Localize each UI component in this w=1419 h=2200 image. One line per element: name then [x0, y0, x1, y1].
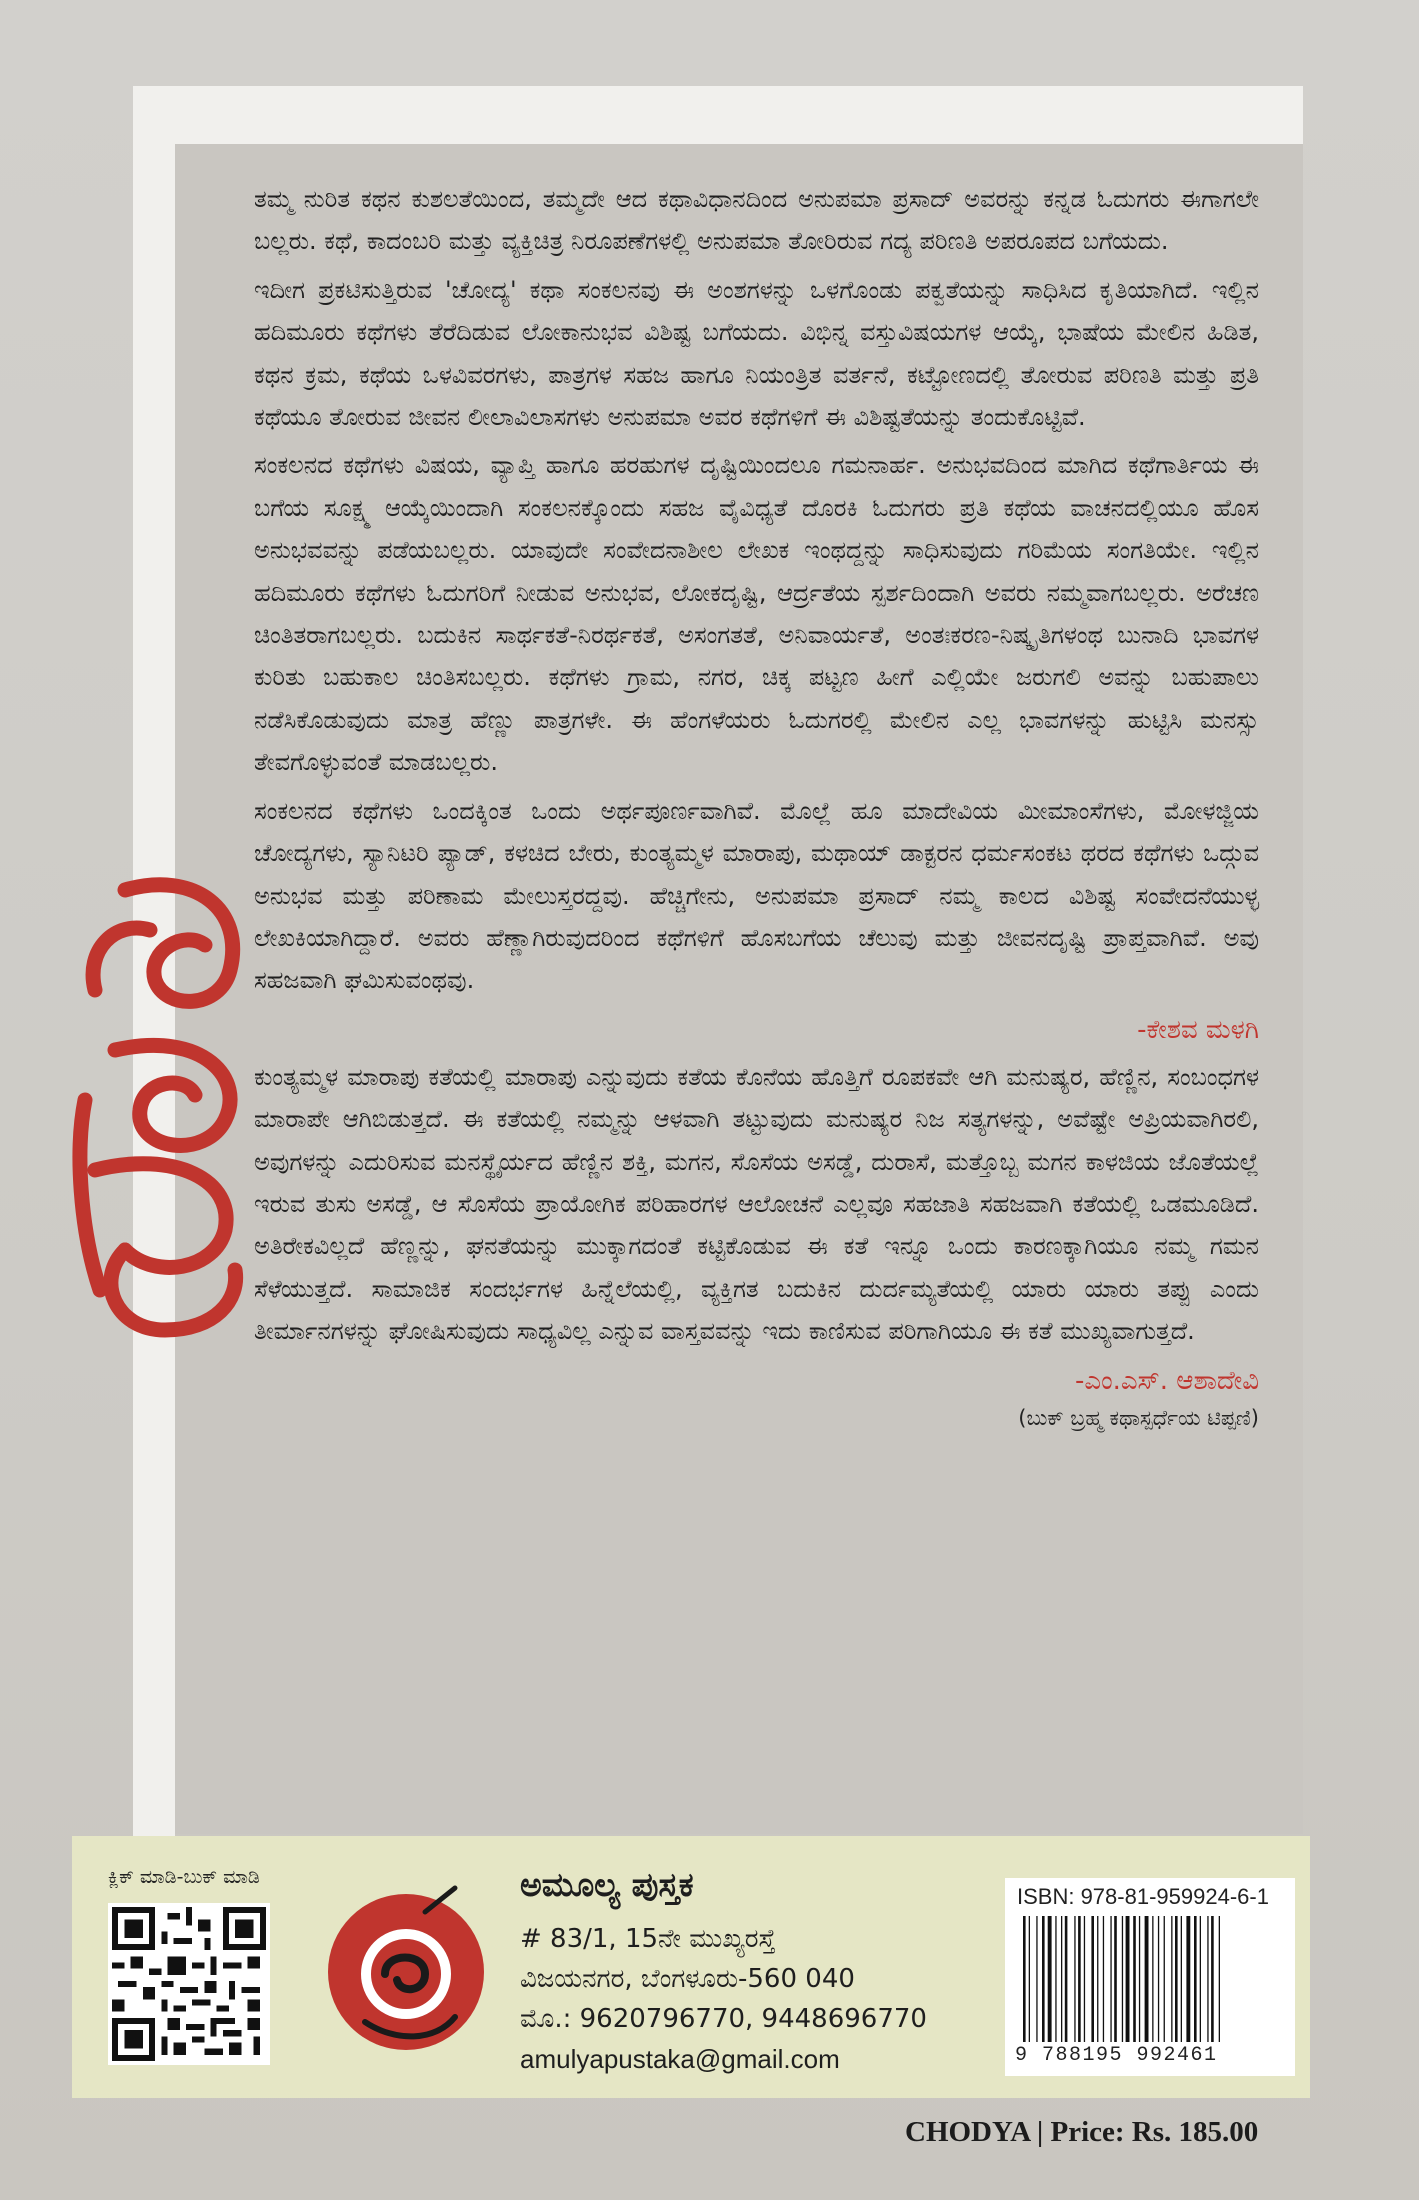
publisher-address-line-1: # 83/1, 15ನೇ ಮುಖ್ಯರಸ್ತೆ	[520, 1924, 776, 1954]
barcode	[1021, 1916, 1279, 2042]
publisher-phone: ಮೊ.: 9620796770, 9448696770	[520, 2004, 927, 2034]
publisher-logo	[325, 1882, 487, 2057]
publisher-info	[520, 1865, 980, 2079]
author-credit-2: -ಎಂ.ಎಸ್. ಆಶಾದೇವಿ	[1075, 1365, 1259, 1396]
author-credit-2-note: (ಬುಕ್ ಬ್ರಹ್ಮ ಕಥಾಸ್ಪರ್ಧೆಯ ಟಿಪ್ಪಣಿ)	[1018, 1405, 1259, 1430]
barcode-digits: 9 788195 992461	[1015, 2044, 1218, 2067]
title-price-line: CHODYA | Price: Rs. 185.00	[905, 2116, 1259, 2148]
book-title-text: ಚೋದ್ಯ	[55, 850, 58, 851]
review-paragraph: ಕುಂತ್ಯಮ್ಮಳ ಮಾರಾಪು ಕತೆಯಲ್ಲಿ ಮಾರಾಪು ಎನ್ನುವುದು ಕತೆಯ ಕೊನೆಯ ಹೊತ್ತಿಗೆ ರೂಪಕವೇ ಆಗಿ ಮನುಷ್ಯರ, ಹೆಣ್ಣಿನ, ಸಂಬಂಧಗಳ ಮಾರಾಪೇ ಆಗಿಬಿಡುತ್ತದೆ. ಈ ಕತೆಯಲ್ಲಿ ನಮ್ಮನ್ನು ಆಳವಾಗಿ ತಟ್ಟುವುದು ಮನುಷ್ಯರ ನಿಜ ಸತ್ಯಗಳನ್ನು, ಅವೆಷ್ಟೇ ಅಪ್ರಿಯವಾಗಿರಲಿ, ಅವುಗಳನ್ನು ಎದುರಿಸುವ ಮನಸ್ಥೈರ್ಯದ ಹೆಣ್ಣಿನ ಶಕ್ತಿ, ಮಗನ, ಸೊಸೆಯ ಅಸಡ್ಡೆ, ದುರಾಸೆ, ಮತ್ತೊಬ್ಬ ಮಗನ ಕಾಳಜಿಯ ಜೊತೆಯಲ್ಲೆ ಇರುವ ತುಸು ಅಸಡ್ಡೆ, ಆ ಸೊಸೆಯ ಪ್ರಾಯೋಗಿಕ ಪರಿಹಾರಗಳ ಆಲೋಚನೆ ಎಲ್ಲವೂ ಸಹಜಾತಿ ಸಹಜವಾಗಿ ಕತೆಯಲ್ಲಿ ಒಡಮೂಡಿದೆ. ಅತಿರೇಕವಿಲ್ಲದೆ ಹೆಣ್ಣನ್ನು, ಘನತೆಯನ್ನು ಮುಕ್ಕಾಗದಂತೆ ಕಟ್ಟಿಕೊಡುವ ಈ ಕತೆ ಇನ್ನೂ ಒಂದು ಕಾರಣಕ್ಕಾಗಿಯೂ ನಮ್ಮ ಗಮನ ಸೆಳೆಯುತ್ತದೆ. ಸಾಮಾಜಿಕ ಸಂದರ್ಭಗಳ ಹಿನ್ನೆಲೆಯಲ್ಲಿ, ವ್ಯಕ್ತಿಗತ ಬದುಕಿನ ದುರ್ದಮ್ಯತೆಯಲ್ಲಿ ಯಾರು ಯಾರು ತಪ್ಪು ಎಂದು ತೀರ್ಮಾನಗಳನ್ನು ಘೋಷಿಸುವುದು ಸಾಧ್ಯವಿಲ್ಲ ಎನ್ನುವ ವಾಸ್ತವವನ್ನು ಇದು ಕಾಣಿಸುವ ಪರಿಗಾಗಿಯೂ ಈ ಕತೆ ಮುಖ್ಯವಾಗುತ್ತದೆ.	[254, 1062, 1259, 1346]
book-title-calligraphy	[55, 850, 265, 1360]
author-credit-1: -ಕೇಶವ ಮಳಗಿ	[1137, 1014, 1259, 1045]
blurb-paragraph-4: ಸಂಕಲನದ ಕಥೆಗಳು ಒಂದಕ್ಕಿಂತ ಒಂದು ಅರ್ಥಪೂರ್ಣವಾಗಿವೆ. ಮೊಲ್ಲೆ ಹೂ ಮಾದೇವಿಯ ಮೀಮಾಂಸೆಗಳು, ಮೋಳಜ್ಜಿಯ ಚೋದ್ಯಗಳು, ಸ್ಯಾನಿಟರಿ ಪ್ಯಾಡ್, ಕಳಚಿದ ಬೇರು, ಕುಂತ್ಯಮ್ಮಳ ಮಾರಾಪು, ಮಥಾಯ್ ಡಾಕ್ಟರನ ಧರ್ಮಸಂಕಟ ಥರದ ಕಥೆಗಳು ಒದ್ಗುವ ಅನುಭವ ಮತ್ತು ಪರಿಣಾಮ ಮೇಲುಸ್ತರದ್ದವು. ಹೆಚ್ಚಿಗೇನು, ಅನುಪಮಾ ಪ್ರಸಾದ್ ನಮ್ಮ ಕಾಲದ ವಿಶಿಷ್ಟ ಸಂವೇದನೆಯುಳ್ಳ ಲೇಖಕಿಯಾಗಿದ್ದಾರೆ. ಅವರು ಹೆಣ್ಣಾಗಿರುವುದರಿಂದ ಕಥೆಗಳಿಗೆ ಹೊಸಬಗೆಯ ಚೆಲುವು ಮತ್ತು ಜೀವನದೃಷ್ಟಿ ಪ್ರಾಪ್ತವಾಗಿವೆ. ಅವು ಸಹಜವಾಗಿ ಘಮಿಸುವಂಥವು.	[254, 796, 1259, 995]
blurb-text	[254, 178, 1259, 1433]
publisher-address-line-2: ವಿಜಯನಗರ, ಬೆಂಗಳೂರು-560 040	[520, 1964, 855, 1994]
blurb-paragraph-3: ಸಂಕಲನದ ಕಥೆಗಳು ವಿಷಯ, ವ್ಯಾಪ್ತಿ ಹಾಗೂ ಹರಹುಗಳ ದೃಷ್ಟಿಯಿಂದಲೂ ಗಮನಾರ್ಹ. ಅನುಭವದಿಂದ ಮಾಗಿದ ಕಥೆಗಾರ್ತಿಯ ಈ ಬಗೆಯ ಸೂಕ್ಷ್ಮ ಆಯ್ಕೆಯಿಂದಾಗಿ ಸಂಕಲನಕ್ಕೊಂದು ಸಹಜ ವೈವಿಧ್ಯತೆ ದೊರಕಿ ಓದುಗರು ಪ್ರತಿ ಕಥೆಯ ವಾಚನದಲ್ಲಿಯೂ ಹೊಸ ಅನುಭವವನ್ನು ಪಡೆಯಬಲ್ಲರು. ಯಾವುದೇ ಸಂವೇದನಾಶೀಲ ಲೇಖಕ ಇಂಥದ್ದನ್ನು ಸಾಧಿಸುವುದು ಗರಿಮೆಯ ಸಂಗತಿಯೇ. ಇಲ್ಲಿನ ಹದಿಮೂರು ಕಥೆಗಳು ಓದುಗರಿಗೆ ನೀಡುವ ಅನುಭವ, ಲೋಕದೃಷ್ಟಿ, ಆರ್ದ್ರತೆಯ ಸ್ಪರ್ಶದಿಂದಾಗಿ ಅವರು ನಮ್ಮವಾಗಬಲ್ಲರು. ಅರೆಚಣ ಚಿಂತಿತರಾಗಬಲ್ಲರು. ಬದುಕಿನ ಸಾರ್ಥಕತೆ-ನಿರರ್ಥಕತೆ, ಅಸಂಗತತೆ, ಅನಿವಾರ್ಯತೆ, ಅಂತಃಕರಣ-ನಿಷ್ಕೃತಿಗಳಂಥ ಬುನಾದಿ ಭಾವಗಳ ಕುರಿತು ಬಹುಕಾಲ ಚಿಂತಿಸಬಲ್ಲರು. ಕಥೆಗಳು ಗ್ರಾಮ, ನಗರ, ಚಿಕ್ಕ ಪಟ್ಟಣ ಹೀಗೆ ಎಲ್ಲಿಯೇ ಜರುಗಲಿ ಅವನ್ನು ಬಹುಪಾಲು ನಡೆಸಿಕೊಡುವುದು ಮಾತ್ರ ಹೆಣ್ಣು ಪಾತ್ರಗಳೇ. ಈ ಹೆಂಗಳೆಯರು ಓದುಗರಲ್ಲಿ ಮೇಲಿನ ಎಲ್ಲ ಭಾವಗಳನ್ನು ಹುಟ್ಟಿಸಿ ಮನಸ್ಸು ತೇವಗೊಳ್ಳುವಂತೆ ಮಾಡಬಲ್ಲರು.	[254, 451, 1259, 777]
publisher-name: ಅಮೂಲ್ಯ ಪುಸ್ತಕ	[520, 1865, 694, 1904]
isbn-barcode-box	[1005, 1878, 1295, 2076]
blurb-paragraph-1: ತಮ್ಮ ನುರಿತ ಕಥನ ಕುಶಲತೆಯಿಂದ, ತಮ್ಮದೇ ಆದ ಕಥಾವಿಧಾನದಿಂದ ಅನುಪಮಾ ಪ್ರಸಾದ್ ಅವರನ್ನು ಕನ್ನಡ ಓದುಗರು ಈಗಾಗಲೇ ಬಲ್ಲರು. ಕಥೆ, ಕಾದಂಬರಿ ಮತ್ತು ವ್ಯಕ್ತಿಚಿತ್ರ ನಿರೂಪಣೆಗಳಲ್ಲಿ ಅನುಪಮಾ ತೋರಿರುವ ಗದ್ಯ ಪರಿಣತಿ ಅಪರೂಪದ ಬಗೆಯದು.	[254, 185, 1259, 256]
blurb-paragraph-2: ಇದೀಗ ಪ್ರಕಟಿಸುತ್ತಿರುವ 'ಚೋದ್ಯ' ಕಥಾ ಸಂಕಲನವು ಈ ಅಂಶಗಳನ್ನು ಒಳಗೊಂಡು ಪಕ್ವತೆಯನ್ನು ಸಾಧಿಸಿದ ಕೃತಿಯಾಗಿದೆ. ಇಲ್ಲಿನ ಹದಿಮೂರು ಕಥೆಗಳು ತೆರೆದಿಡುವ ಲೋಕಾನುಭವ ವಿಶಿಷ್ಟ ಬಗೆಯದು. ವಿಭಿನ್ನ ವಸ್ತುವಿಷಯಗಳ ಆಯ್ಕೆ, ಭಾಷೆಯ ಮೇಲಿನ ಹಿಡಿತ, ಕಥನ ಕ್ರಮ, ಕಥೆಯ ಒಳವಿವರಗಳು, ಪಾತ್ರಗಳ ಸಹಜ ಹಾಗೂ ನಿಯಂತ್ರಿತ ವರ್ತನೆ, ಕಟ್ಟೋಣದಲ್ಲಿ ತೋರುವ ಪರಿಣತಿ ಮತ್ತು ಪ್ರತಿ ಕಥೆಯೂ ತೋರುವ ಜೀವನ ಲೀಲಾವಿಲಾಸಗಳು ಅನುಪಮಾ ಅವರ ಕಥೆಗಳಿಗೆ ಈ ವಿಶಿಷ್ಟತೆಯನ್ನು ತಂದುಕೊಟ್ಟಿವೆ.	[254, 275, 1259, 432]
publisher-email[interactable]: amulyapustaka@gmail.com	[520, 2044, 840, 2074]
qr-label: ಕ್ಲಿಕ್ ಮಾಡಿ-ಬುಕ್ ಮಾಡಿ	[108, 1866, 260, 1888]
qr-code[interactable]	[108, 1903, 270, 2065]
isbn-text: ISBN: 978-81-959924-6-1	[1017, 1884, 1269, 1909]
frame-top-border	[133, 86, 1303, 144]
